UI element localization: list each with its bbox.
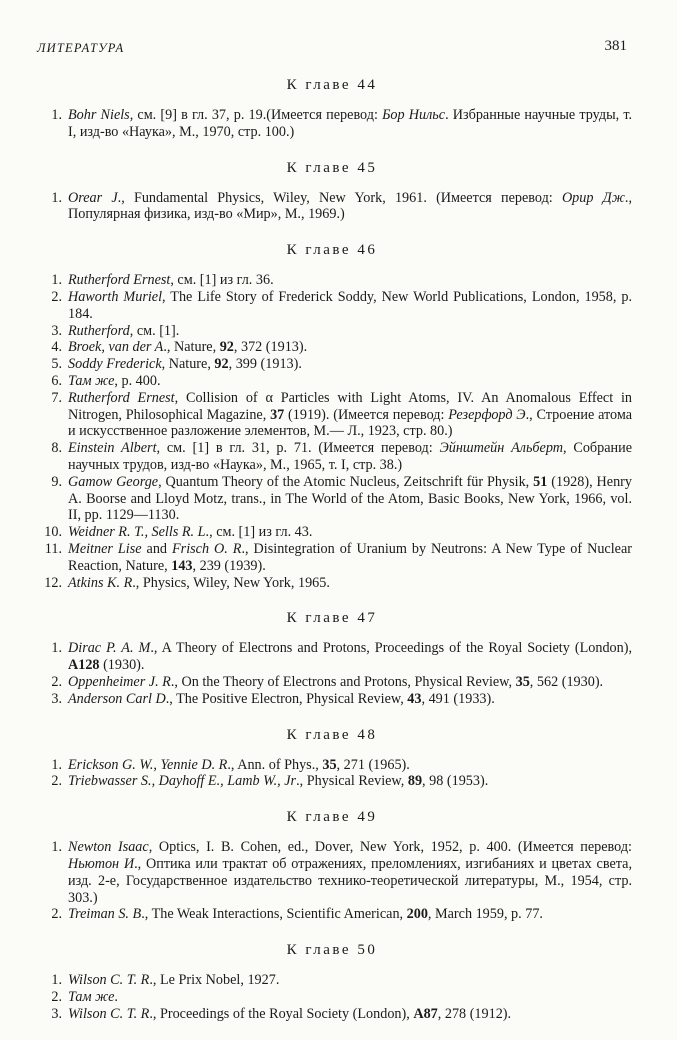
reference-text: Bohr Niels, см. [9] в гл. 37, p. 19.(Имеется перевод: Бор Нильс. Избранные научные труды, т. I, изд-во «Наука», M., 1970, стр. 100.) (68, 107, 632, 140)
reference-item (32, 972, 632, 989)
reference-list (32, 839, 632, 923)
chapter-section (32, 241, 632, 591)
chapter-heading: К главе 45 (286, 159, 378, 176)
chapter-section (32, 941, 632, 1022)
reference-number: 2. (51, 988, 62, 1005)
reference-item (32, 989, 632, 1006)
reference-list (32, 190, 632, 224)
reference-text: Gamow George, Quantum Theory of the Atomic Nucleus, Zeitschrift für Physik, 51 (1928), Henry A. Boorse and Lloyd Motz, trans., in The World of the Atom, Basic Books, New York, 1966, vol. II, pp. 1129—1130. (68, 473, 632, 524)
chapter-section (32, 808, 632, 923)
reference-number: 11. (44, 540, 62, 557)
reference-text: Anderson Carl D., The Positive Electron, Physical Review, 43, 491 (1933). (68, 690, 495, 707)
reference-item (32, 190, 632, 224)
reference-number: 12. (44, 574, 62, 591)
reference-number: 2. (51, 288, 62, 305)
reference-text: Triebwasser S., Dayhoff E., Lamb W., Jr., Physical Review, 89, 98 (1953). (68, 773, 489, 790)
chapter-section (32, 159, 632, 224)
reference-text: Erickson G. W., Yennie D. R., Ann. of Phys., 35, 271 (1965). (68, 756, 410, 773)
reference-text: Meitner Lise and Frisch O. R., Disintegration of Uranium by Neutrons: A New Type of Nuclear Reaction, Nature, 143, 239 (1939). (68, 540, 632, 574)
reference-item (32, 839, 632, 906)
chapter-heading: К главе 49 (286, 809, 378, 826)
chapter-heading: К главе 47 (286, 610, 378, 627)
reference-number: 10. (44, 524, 62, 541)
reference-text: Там же. (68, 988, 118, 1005)
reference-number: 1. (51, 756, 62, 773)
chapter-section (32, 726, 632, 791)
reference-item (32, 906, 632, 923)
chapter-heading: К главе 46 (286, 242, 378, 259)
reference-text: Wilson C. T. R., Proceedings of the Royal Society (London), A87, 278 (1912). (68, 1005, 512, 1022)
reference-number: 1. (51, 640, 62, 657)
reference-item (32, 524, 632, 541)
reference-text: Oppenheimer J. R., On the Theory of Electrons and Protons, Physical Review, 35, 562 (1930). (68, 673, 604, 690)
reference-text: Newton Isaac, Optics, I. B. Cohen, ed., Dover, New York, 1952, p. 400. (Имеется перевод: Ньютон И., Оптика или трактат об отражениях, преломлениях, изгибаниях и цветах света, изд. 2-е, Государственное издательство технико-теоретической литературы, M., 1954, стр. 303.) (68, 839, 632, 906)
reference-number: 2. (51, 906, 62, 923)
reference-number: 2. (51, 673, 62, 690)
reference-text: Rutherford Ernest, Collision of α Particles with Light Atoms, IV. An Anomalous Effect in Nitrogen, Philosophical Magazine, 37 (1919). (Имеется перевод: Резерфорд Э., Строение атома и искусственное разложение элементов, M.— Л., 1923, стр. 80.) (68, 389, 633, 440)
reference-number: 8. (51, 440, 62, 457)
reference-item (32, 474, 632, 524)
reference-item (32, 390, 632, 440)
reference-list (32, 107, 632, 141)
reference-text: Treiman S. B., The Weak Interactions, Scientific American, 200, March 1959, p. 77. (68, 906, 543, 923)
page-number: 381 (604, 38, 627, 54)
reference-item (32, 1006, 632, 1023)
reference-number: 4. (51, 339, 62, 356)
reference-item (32, 541, 632, 575)
reference-list (32, 757, 632, 791)
reference-item (32, 323, 632, 340)
chapter-heading: К главе 50 (286, 942, 378, 959)
reference-number: 1. (51, 107, 62, 123)
reference-number: 1. (51, 189, 62, 206)
chapter-section (32, 609, 632, 707)
reference-number: 9. (51, 473, 62, 490)
reference-item (32, 107, 632, 141)
reference-text: Atkins K. R., Physics, Wiley, New York, 1965. (68, 574, 330, 591)
reference-item (32, 356, 632, 373)
reference-item (32, 773, 632, 790)
reference-item (32, 339, 632, 356)
reference-number: 1. (51, 972, 62, 989)
reference-number: 3. (51, 690, 62, 707)
reference-number: 3. (51, 1005, 62, 1022)
reference-text: Там же, p. 400. (68, 372, 161, 389)
reference-number: 6. (51, 372, 62, 389)
reference-text: Einstein Albert, см. [1] в гл. 31, p. 71. (Имеется перевод: Эйнштейн Альберт, Собрание научных трудов, изд-во «Наука», M., 1965, т. I, стр. 38.) (68, 440, 633, 473)
chapter-heading: К главе 48 (286, 726, 378, 743)
reference-number: 1. (51, 839, 62, 856)
reference-text: Orear J., Fundamental Physics, Wiley, New York, 1961. (Имеется перевод: Орир Дж., Популярная физика, изд-во «Мир», M., 1969.) (68, 189, 632, 223)
reference-item (32, 640, 632, 674)
chapter-heading: К главе 44 (286, 77, 378, 93)
reference-item (32, 289, 632, 323)
reference-list (32, 272, 632, 591)
reference-text: Broek, van der A., Nature, 92, 372 (1913). (68, 339, 308, 356)
reference-item (32, 691, 632, 708)
reference-text: Wilson C. T. R., Le Prix Nobel, 1927. (68, 972, 280, 989)
reference-text: Weidner R. T., Sells R. L., см. [1] из гл. 43. (68, 524, 313, 541)
reference-item (32, 440, 632, 474)
reference-text: Soddy Frederick, Nature, 92, 399 (1913). (68, 356, 302, 373)
reference-item (32, 757, 632, 774)
reference-list (32, 640, 632, 707)
reference-text: Rutherford, см. [1]. (68, 322, 180, 339)
reference-number: 7. (51, 389, 62, 406)
reference-number: 5. (51, 356, 62, 373)
reference-list (32, 972, 632, 1022)
reference-item (32, 575, 632, 592)
reference-number: 1. (51, 272, 62, 289)
reference-text: Haworth Muriel, The Life Story of Frederick Soddy, New World Publications, London, 1958, p. 184. (68, 288, 632, 322)
reference-text: Rutherford Ernest, см. [1] из гл. 36. (68, 272, 274, 289)
reference-number: 2. (51, 773, 62, 790)
chapter-section (32, 76, 632, 141)
reference-text: Dirac P. A. M., A Theory of Electrons and Protons, Proceedings of the Royal Society (London), A128 (1930). (68, 640, 632, 674)
reference-item (32, 674, 632, 691)
reference-item (32, 373, 632, 390)
reference-item (32, 272, 632, 289)
bibliography (32, 76, 632, 1040)
running-head: ЛИТЕРАТУРА (37, 41, 125, 55)
reference-number: 3. (51, 322, 62, 339)
